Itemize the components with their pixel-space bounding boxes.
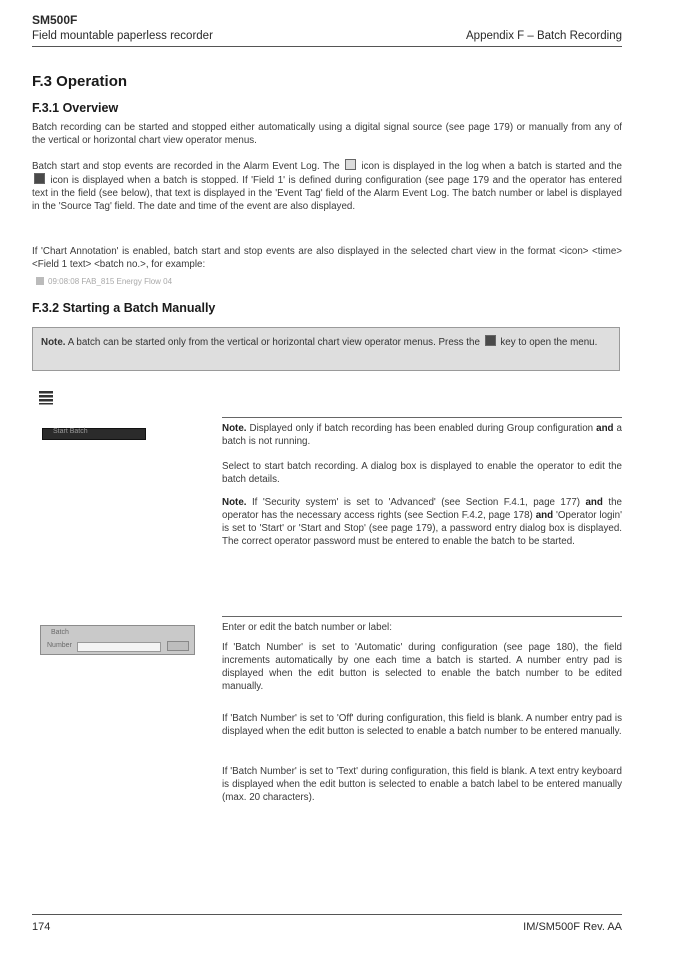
document-id: IM/SM500F Rev. AA (523, 921, 622, 933)
note-label: Note. (41, 337, 66, 348)
batch-dialog-title: Batch (51, 629, 69, 636)
overview-paragraph-3: If 'Chart Annotation' is enabled, batch start and stop events are also displayed in the selected chart view in the format <icon> <time> <Field 1 text> <batch no.>, for example: (32, 246, 622, 270)
batch-stop-icon (34, 173, 45, 184)
batch-dialog (40, 625, 195, 655)
block1-p2-part-c: 'Operator login' is set to 'Start' or 'Start and Stop' (see page 179), a password entry dialog box is displayed. The correct operator password must be entered to enable the batch to be started. (222, 510, 622, 547)
block1-note-text-b: a batch is not running. (222, 423, 622, 447)
note-box-text (41, 335, 611, 349)
manual-heading: F.3.2 Starting a Batch Manually (32, 301, 216, 315)
block2-paragraph-1: If 'Batch Number' is set to 'Automatic' during configuration (see page 180), the field increments automatically by one each time a batch is started. A number entry pad is displayed when the edit button is selected to enable the batch number to be edited manually. (222, 642, 622, 692)
annotation-example (36, 277, 172, 286)
batch-event-icon (36, 277, 44, 285)
start-batch-button[interactable] (42, 428, 146, 440)
overview-paragraph-1: Batch recording can be started and stopped either automatically using a digital signal source (see page 179) or manually from any of the vertical or horizontal chart view operator menus. (32, 122, 622, 146)
overview-heading: F.3.1 Overview (32, 101, 119, 115)
block1-p2-and-1: and (585, 497, 603, 508)
batch-start-icon (345, 159, 356, 170)
block1-note-label: Note. (222, 423, 247, 434)
block1-paragraph-1: Select to start batch recording. A dialog box is displayed to enable the operator to edit the batch details. (222, 461, 622, 485)
overview-p2-part-c: icon is displayed when a batch is stopped. If 'Field 1' is defined during configuration (see page 179 and the operator has entered text in the field (see below), that text is displayed in the 'Event Tag' field of the Alarm Event Log. The batch number or label is displayed in the 'Source Tag' field. The date and time of the event are also displayed. (32, 175, 622, 212)
note-text-a: A batch can be started only from the vertical or horizontal chart view operator menus. Press the (67, 337, 480, 348)
block2-divider (222, 616, 622, 617)
overview-paragraph-2 (32, 159, 622, 213)
block1-note-text-a: Displayed only if batch recording has been enabled during Group configuration (249, 423, 594, 434)
overview-p2-part-b: icon is displayed in the log when a batch is started and the (361, 161, 622, 172)
start-batch-button-label: Start Batch (53, 428, 88, 435)
batch-number-label: Number (47, 642, 72, 649)
menu-key-icon-large (38, 389, 54, 405)
edit-button[interactable] (167, 641, 189, 651)
block1-p2-part-a: If 'Security system' is set to 'Advanced' (see Section F.4.1, page 177) (251, 497, 581, 508)
batch-number-field[interactable] (77, 642, 161, 652)
block1-divider (222, 417, 622, 418)
block1-p2-label: Note. (222, 497, 247, 508)
block1-paragraph-2 (222, 496, 622, 548)
note-text-b: key to open the menu. (500, 337, 598, 348)
block1-note-and: and (596, 423, 614, 434)
note-box (32, 327, 620, 371)
block2-paragraph-3: If 'Batch Number' is set to 'Text' during configuration, this field is blank. A text entry keyboard is displayed when the edit button is selected to enable a batch label to be entered manually (max. 20 characters). (222, 766, 622, 803)
header-divider (32, 46, 622, 47)
block1-p2-and-2: and (535, 510, 554, 521)
header-product: SM500F (32, 13, 78, 27)
block1-p2-part-b: the operator has the necessary access rights (see Section F.4.2, page 178) (222, 497, 622, 521)
header-subtitle: Field mountable paperless recorder (32, 30, 213, 42)
overview-p2-part-a: Batch start and stop events are recorded in the Alarm Event Log. The (32, 161, 340, 172)
footer-divider (32, 914, 622, 915)
block2-intro: Enter or edit the batch number or label: (222, 622, 392, 633)
section-title: F.3 Operation (32, 73, 128, 90)
header-section: Appendix F – Batch Recording (466, 30, 622, 42)
page-number: 174 (32, 921, 51, 933)
block2-paragraph-2: If 'Batch Number' is set to 'Off' during configuration, this field is blank. A number entry pad is displayed when the edit button is selected to enable a batch number to be entered manually. (222, 713, 622, 737)
block1-note (222, 422, 622, 448)
menu-key-icon (485, 335, 496, 346)
annotation-example-text: 09:08:08 FAB_815 Energy Flow 04 (48, 277, 173, 286)
